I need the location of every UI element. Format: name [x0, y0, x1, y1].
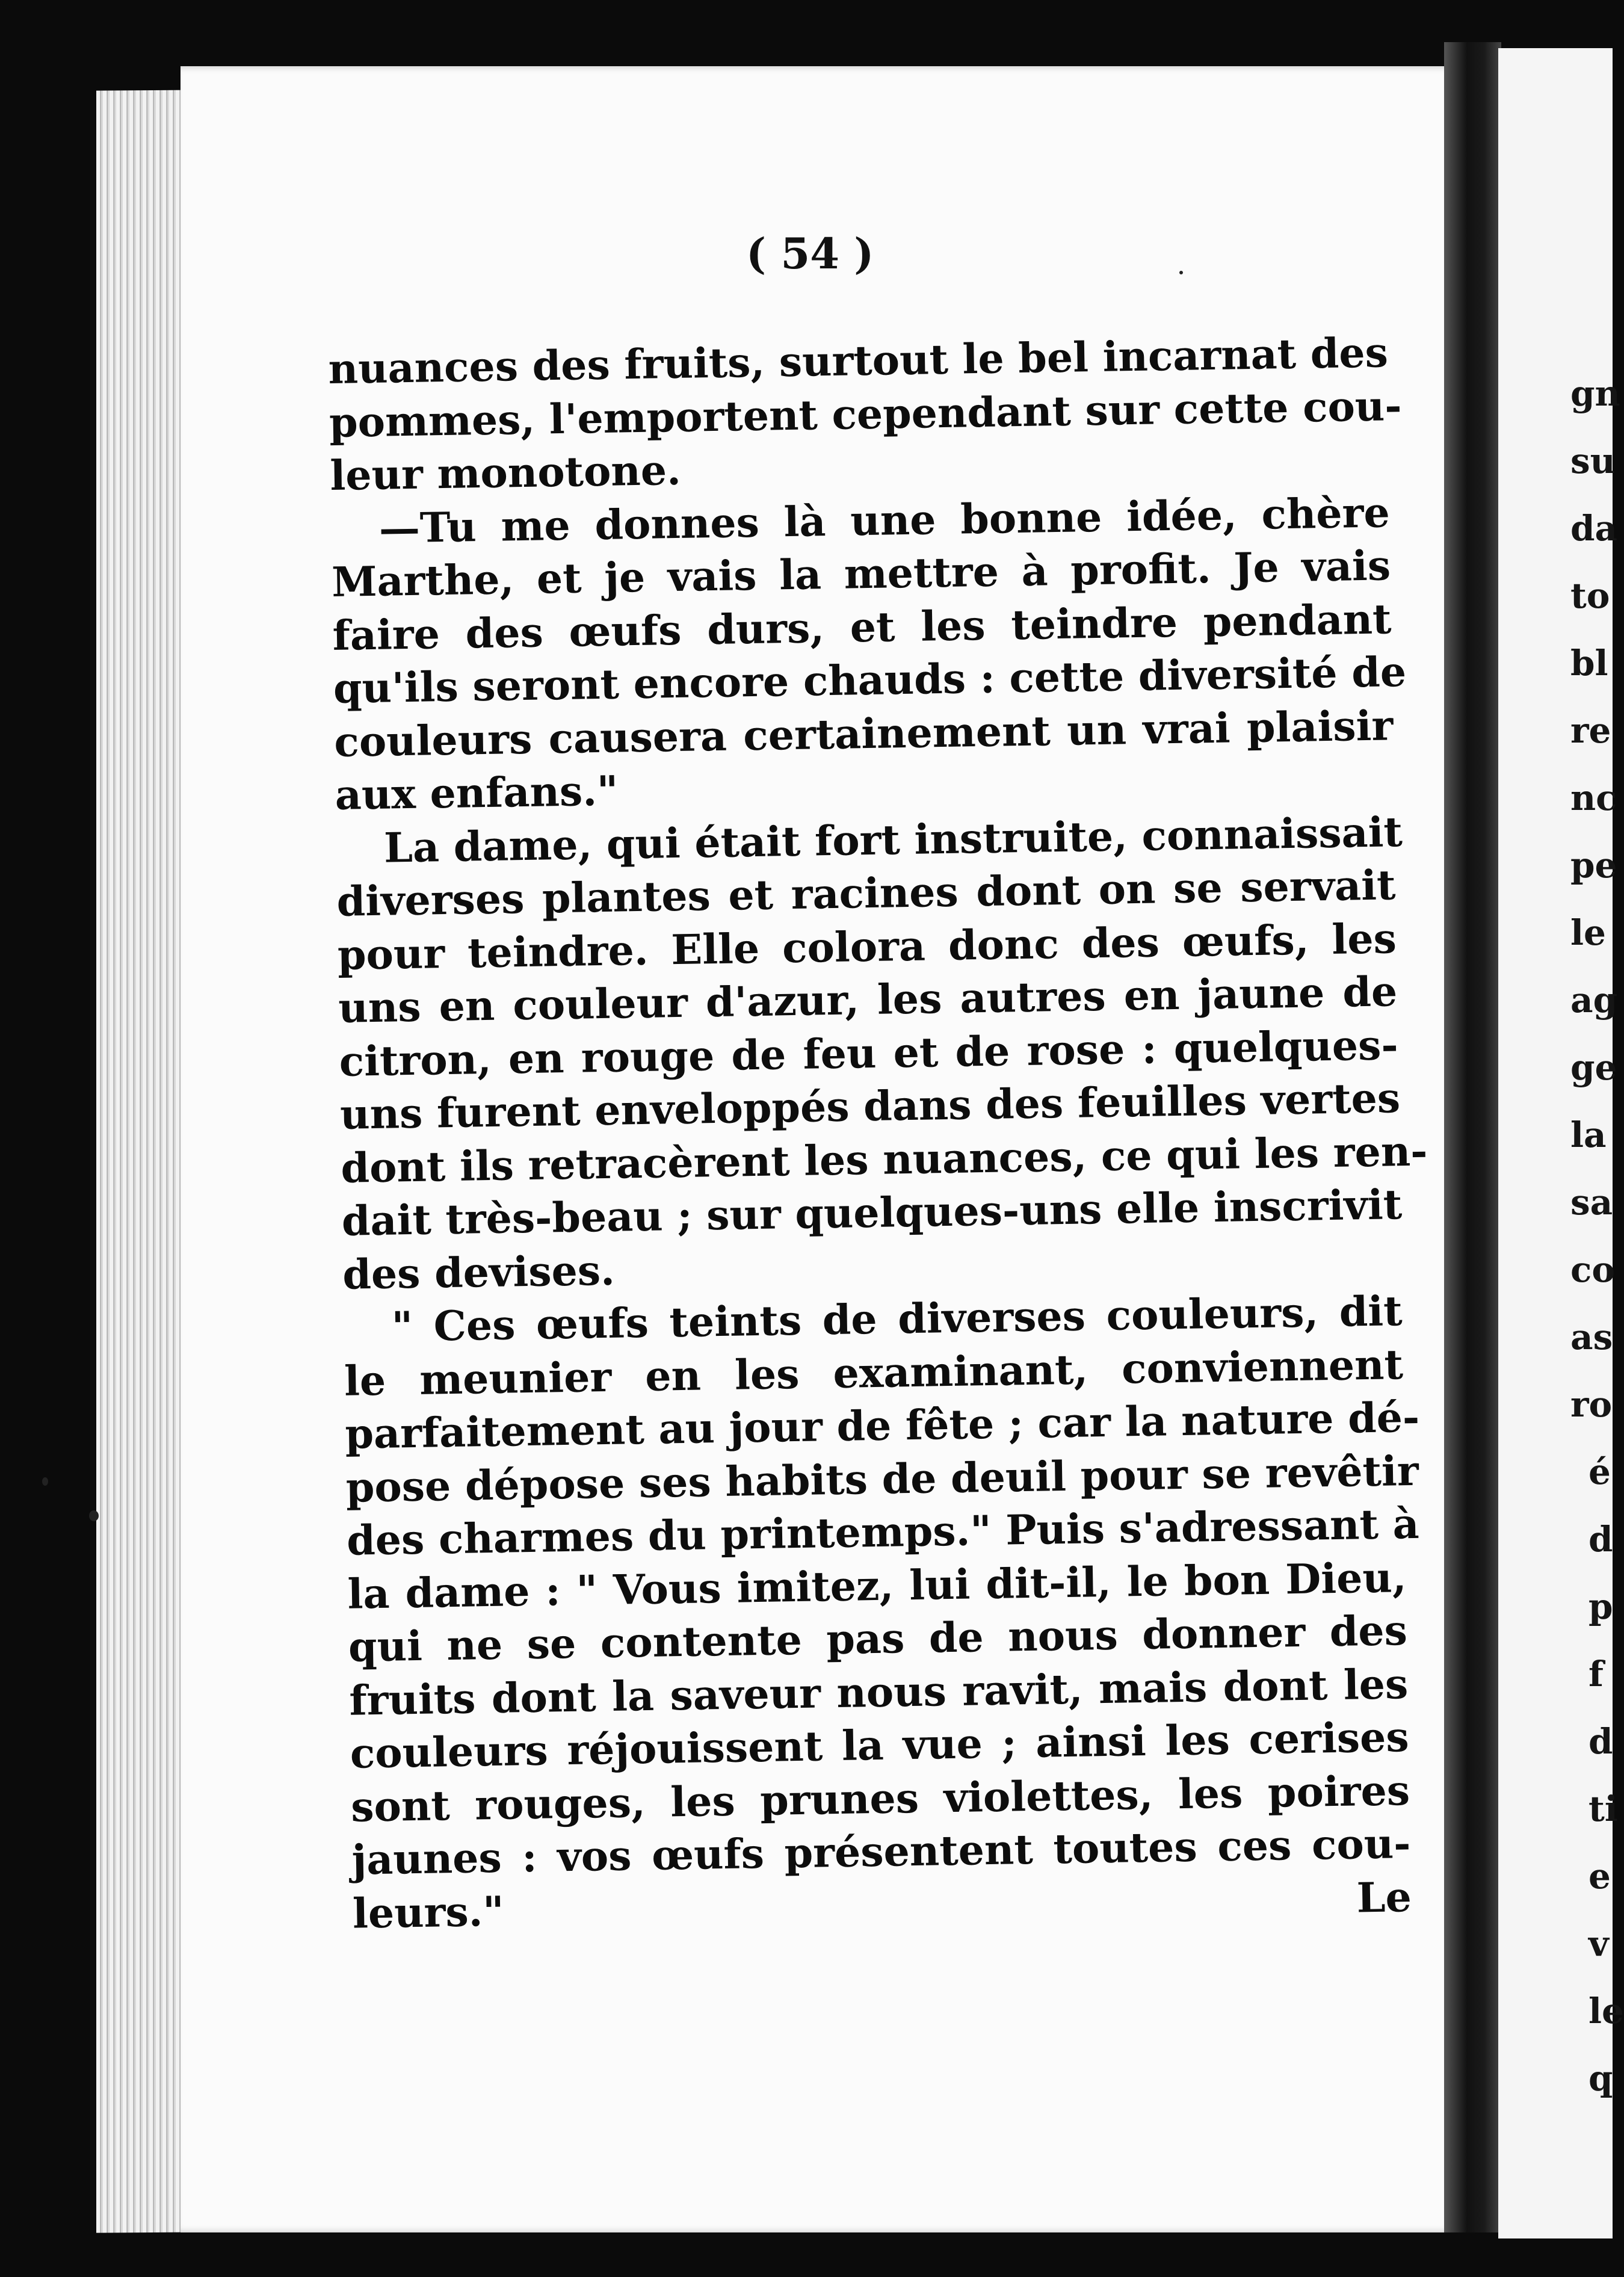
text-line: qui ne se contente pas de nous donner des [348, 1607, 1408, 1672]
facing-page-fragment: re [1570, 710, 1611, 751]
text-line: des devises. [342, 1246, 616, 1299]
facing-page-fragment: co [1570, 1249, 1616, 1290]
facing-page-fragment: sa [1570, 1182, 1613, 1223]
facing-page-fragment: ro [1570, 1384, 1613, 1425]
text-line: la dame : " Vous imitez, lui dit-il, le bon Dieu, [347, 1553, 1407, 1619]
facing-page-fragment: q [1588, 2058, 1613, 2099]
text-line: dait très-beau ; sur quelques-uns elle inscrivit [341, 1181, 1403, 1246]
book-gutter [1444, 42, 1501, 2232]
facing-page-fragment: nc [1570, 777, 1617, 818]
facing-page-fragment: su [1570, 440, 1616, 481]
text-line: uns en couleur d'azur, les autres en jaune de [338, 968, 1398, 1033]
facing-page-fragment: v [1588, 1923, 1609, 1964]
facing-page-fragment: la [1570, 1114, 1607, 1155]
facing-page-fragment: e [1588, 1856, 1611, 1897]
text-line: dont ils retracèrent les nuances, ce qui les ren- [340, 1126, 1428, 1193]
text-line: diverses plantes et racines dont on se servait [336, 861, 1397, 926]
text-line: La dame, qui était fort instruite, connaissait [383, 808, 1403, 873]
text-line: le meunier en les examinant, conviennent [344, 1340, 1404, 1406]
facing-page-fragment: d [1588, 1519, 1613, 1560]
text-line: aux enfans." [335, 767, 619, 820]
facing-page-fragment: ag [1570, 980, 1618, 1021]
text-line: pose dépose ses habits de deuil pour se revêtir [345, 1447, 1419, 1512]
facing-page-fragment: le [1588, 1991, 1624, 2031]
text-line: pommes, l'emportent cependant sur cette cou- [329, 382, 1403, 447]
text-line: couleurs réjouissent la vue ; ainsi les cerises [350, 1713, 1410, 1778]
facing-page-fragment: d [1588, 1721, 1613, 1762]
facing-page-fragment: da [1570, 508, 1618, 549]
facing-page-fragment: é [1588, 1451, 1611, 1492]
facing-page-fragment: ge [1570, 1047, 1617, 1088]
facing-page [1498, 48, 1624, 2238]
facing-page-fragment: pe [1570, 845, 1617, 886]
page-number: ( 54 ) [746, 229, 874, 279]
text-line: fruits dont la saveur nous ravit, mais dont les [348, 1660, 1409, 1725]
text-line: sont rouges, les prunes violettes, les poires [350, 1766, 1410, 1832]
facing-page-fragment: le [1570, 912, 1606, 953]
text-line: des charmes du printemps." Puis s'adressant à [346, 1500, 1420, 1565]
text-line: faire des œufs durs, et les teindre pendant [332, 595, 1392, 660]
body-text [328, 326, 1428, 1940]
facing-page-fragment: gn [1570, 373, 1620, 414]
catchword: Le [1356, 1873, 1412, 1922]
text-line: uns furent enveloppés dans des feuilles vertes [339, 1074, 1401, 1139]
text-line: couleurs causera certainement un vrai plaisir [333, 701, 1394, 767]
text-line: parfaitement au jour de fête ; car la nature dé- [344, 1393, 1420, 1459]
text-line: leur monotone. [329, 446, 682, 500]
text-line: leurs." [352, 1887, 505, 1938]
facing-page-fragment: to [1570, 575, 1610, 616]
text-line: qu'ils seront encore chauds : cette diversité de [333, 647, 1407, 713]
text-line: —Tu me donnes là une bonne idée, chère [378, 488, 1391, 553]
text-line: citron, en rouge de feu et de rose : quelques- [339, 1021, 1399, 1086]
facing-page-fragment: as [1570, 1317, 1613, 1358]
text-line: pour teindre. Elle colora donc des œufs, les [337, 914, 1397, 980]
text-line: " Ces œufs teints de diverses couleurs, dit [391, 1287, 1403, 1352]
facing-page-fragment: ti [1588, 1788, 1618, 1829]
facing-page-fragment: p [1588, 1586, 1613, 1627]
facing-page-fragment: f [1588, 1654, 1604, 1695]
text-line: nuances des fruits, surtout le bel incarnat des [328, 329, 1389, 394]
facing-page-fragment: bl [1570, 643, 1608, 684]
text-line: jaunes : vos œufs présentent toutes ces cou- [351, 1820, 1412, 1885]
text-line: Marthe, et je vais la mettre à profit. Je vais [331, 542, 1391, 607]
